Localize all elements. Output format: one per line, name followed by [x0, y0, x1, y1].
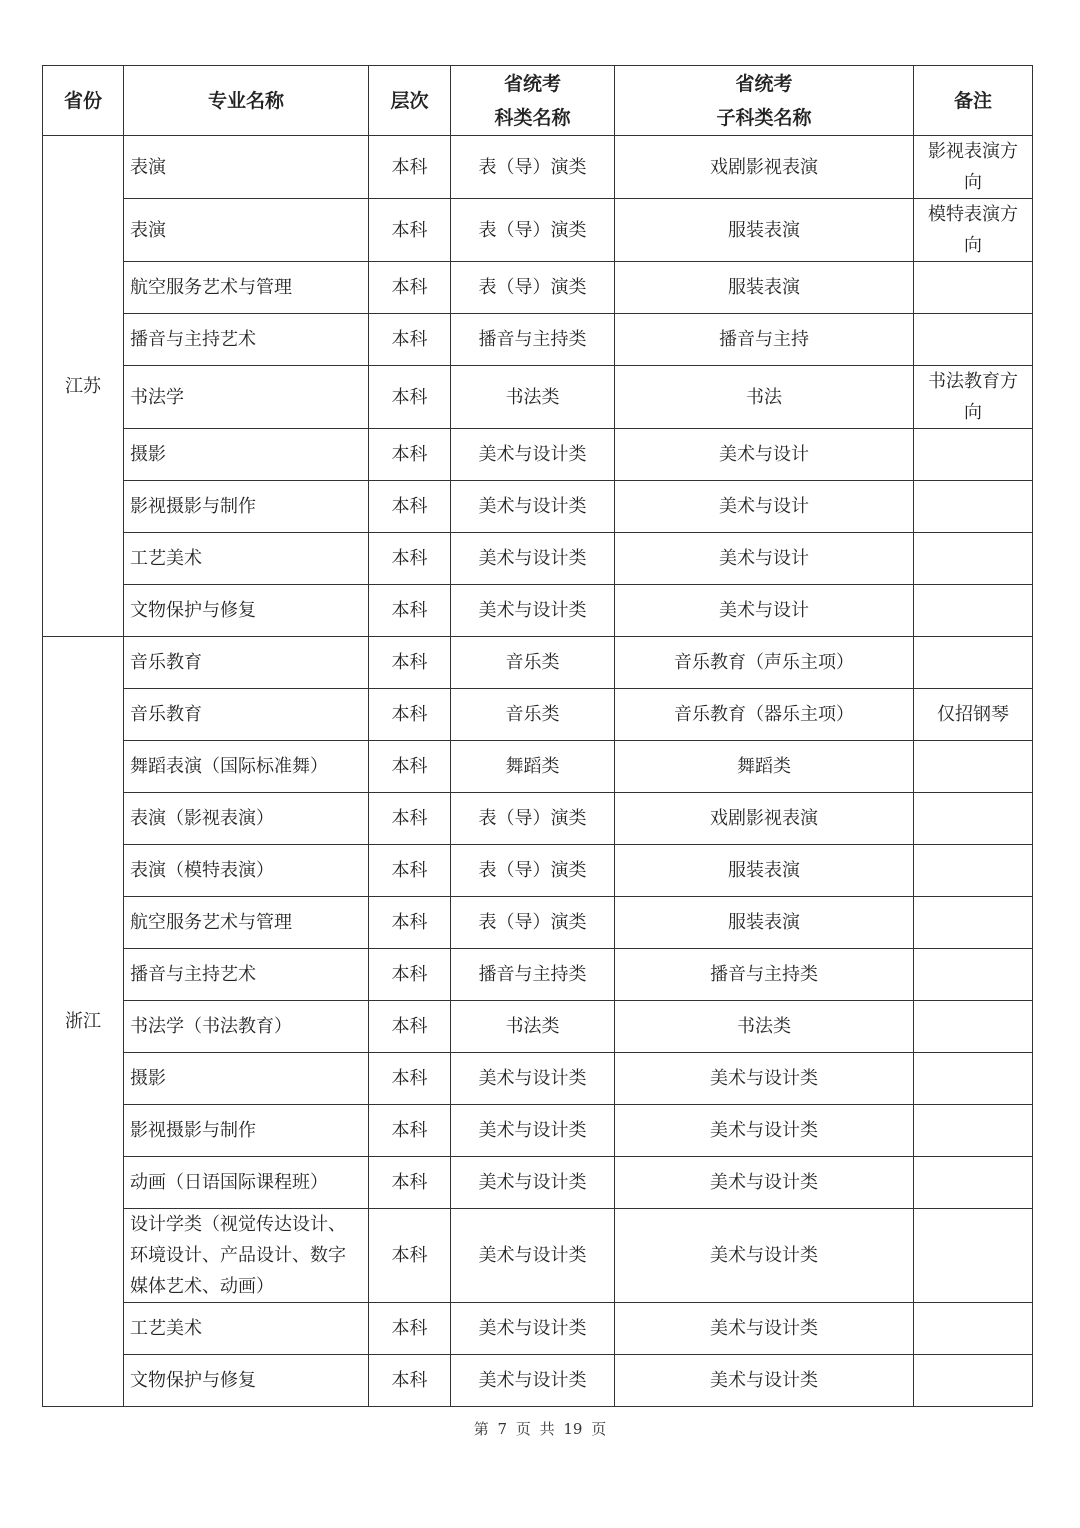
table-row — [43, 429, 1033, 481]
admissions-table — [42, 65, 1033, 1407]
note-cell — [914, 1355, 1033, 1407]
major-cell: 摄影 — [124, 429, 369, 481]
note-cell — [914, 741, 1033, 793]
table-row — [43, 481, 1033, 533]
level-cell: 本科 — [369, 1001, 451, 1053]
subcategory-cell: 美术与设计类 — [615, 1303, 914, 1355]
category-cell: 表（导）演类 — [451, 199, 615, 262]
table-row — [43, 136, 1033, 199]
level-cell: 本科 — [369, 1105, 451, 1157]
major-cell: 书法学 — [124, 366, 369, 429]
province-cell: 江苏 — [43, 136, 124, 637]
subcategory-cell: 美术与设计类 — [615, 1157, 914, 1209]
note-cell — [914, 429, 1033, 481]
note-cell — [914, 1157, 1033, 1209]
table-row — [43, 793, 1033, 845]
level-cell: 本科 — [369, 481, 451, 533]
level-cell: 本科 — [369, 1209, 451, 1303]
major-cell: 文物保护与修复 — [124, 1355, 369, 1407]
table-body — [43, 136, 1033, 1407]
table-row — [43, 1157, 1033, 1209]
table-row — [43, 741, 1033, 793]
subcategory-cell: 播音与主持 — [615, 314, 914, 366]
note-cell: 影视表演方向 — [914, 136, 1033, 199]
level-cell: 本科 — [369, 793, 451, 845]
major-cell: 航空服务艺术与管理 — [124, 262, 369, 314]
level-cell: 本科 — [369, 1157, 451, 1209]
major-cell: 播音与主持艺术 — [124, 314, 369, 366]
level-cell: 本科 — [369, 1053, 451, 1105]
level-cell: 本科 — [369, 1355, 451, 1407]
note-cell — [914, 1001, 1033, 1053]
header-province: 省份 — [43, 66, 124, 136]
category-cell: 播音与主持类 — [451, 949, 615, 1001]
note-cell: 书法教育方向 — [914, 366, 1033, 429]
table-row — [43, 1355, 1033, 1407]
note-cell — [914, 1053, 1033, 1105]
level-cell: 本科 — [369, 845, 451, 897]
major-cell: 表演（影视表演） — [124, 793, 369, 845]
table-row — [43, 314, 1033, 366]
header-level: 层次 — [369, 66, 451, 136]
subcategory-cell: 美术与设计类 — [615, 1209, 914, 1303]
category-cell: 表（导）演类 — [451, 262, 615, 314]
subcategory-cell: 美术与设计 — [615, 533, 914, 585]
major-cell: 设计学类（视觉传达设计、环境设计、产品设计、数字媒体艺术、动画） — [124, 1209, 369, 1303]
major-cell: 舞蹈表演（国际标准舞） — [124, 741, 369, 793]
level-cell: 本科 — [369, 136, 451, 199]
category-cell: 美术与设计类 — [451, 1209, 615, 1303]
level-cell: 本科 — [369, 689, 451, 741]
major-cell: 动画（日语国际课程班） — [124, 1157, 369, 1209]
major-cell: 音乐教育 — [124, 689, 369, 741]
level-cell: 本科 — [369, 262, 451, 314]
note-cell — [914, 585, 1033, 637]
subcategory-cell: 美术与设计 — [615, 585, 914, 637]
major-cell: 表演 — [124, 199, 369, 262]
note-cell — [914, 637, 1033, 689]
subcategory-cell: 服装表演 — [615, 199, 914, 262]
category-cell: 美术与设计类 — [451, 1105, 615, 1157]
header-note: 备注 — [914, 66, 1033, 136]
note-cell — [914, 949, 1033, 1001]
table-row — [43, 1105, 1033, 1157]
category-cell: 书法类 — [451, 1001, 615, 1053]
subcategory-cell: 美术与设计类 — [615, 1053, 914, 1105]
major-cell: 航空服务艺术与管理 — [124, 897, 369, 949]
province-cell: 浙江 — [43, 637, 124, 1407]
category-cell: 舞蹈类 — [451, 741, 615, 793]
table-row — [43, 1209, 1033, 1303]
table-row — [43, 845, 1033, 897]
note-cell — [914, 533, 1033, 585]
category-cell: 音乐类 — [451, 637, 615, 689]
table-row — [43, 199, 1033, 262]
level-cell: 本科 — [369, 1303, 451, 1355]
major-cell: 工艺美术 — [124, 533, 369, 585]
table-row — [43, 1053, 1033, 1105]
note-cell: 模特表演方向 — [914, 199, 1033, 262]
level-cell: 本科 — [369, 897, 451, 949]
level-cell: 本科 — [369, 533, 451, 585]
note-cell — [914, 481, 1033, 533]
table-row — [43, 1001, 1033, 1053]
table-row — [43, 637, 1033, 689]
category-cell: 播音与主持类 — [451, 314, 615, 366]
category-cell: 表（导）演类 — [451, 845, 615, 897]
subcategory-cell: 美术与设计类 — [615, 1105, 914, 1157]
subcategory-cell: 戏剧影视表演 — [615, 793, 914, 845]
note-cell: 仅招钢琴 — [914, 689, 1033, 741]
subcategory-cell: 服装表演 — [615, 262, 914, 314]
level-cell: 本科 — [369, 314, 451, 366]
major-cell: 影视摄影与制作 — [124, 481, 369, 533]
table-row — [43, 689, 1033, 741]
major-cell: 工艺美术 — [124, 1303, 369, 1355]
level-cell: 本科 — [369, 366, 451, 429]
subcategory-cell: 播音与主持类 — [615, 949, 914, 1001]
level-cell: 本科 — [369, 741, 451, 793]
major-cell: 表演 — [124, 136, 369, 199]
category-cell: 美术与设计类 — [451, 1355, 615, 1407]
subcategory-cell: 美术与设计 — [615, 481, 914, 533]
major-cell: 摄影 — [124, 1053, 369, 1105]
header-subcategory: 省统考 子科类名称 — [615, 66, 914, 136]
level-cell: 本科 — [369, 637, 451, 689]
category-cell: 美术与设计类 — [451, 1303, 615, 1355]
major-cell: 书法学（书法教育） — [124, 1001, 369, 1053]
subcategory-cell: 美术与设计 — [615, 429, 914, 481]
major-cell: 文物保护与修复 — [124, 585, 369, 637]
level-cell: 本科 — [369, 199, 451, 262]
major-cell: 影视摄影与制作 — [124, 1105, 369, 1157]
subcategory-cell: 书法 — [615, 366, 914, 429]
header-major: 专业名称 — [124, 66, 369, 136]
major-cell: 音乐教育 — [124, 637, 369, 689]
subcategory-cell: 音乐教育（器乐主项） — [615, 689, 914, 741]
category-cell: 美术与设计类 — [451, 533, 615, 585]
subcategory-cell: 舞蹈类 — [615, 741, 914, 793]
subcategory-cell: 美术与设计类 — [615, 1355, 914, 1407]
note-cell — [914, 897, 1033, 949]
category-cell: 美术与设计类 — [451, 1157, 615, 1209]
table-header-row — [43, 66, 1033, 136]
page-footer: 第 7 页 共 19 页 — [473, 1420, 607, 1438]
subcategory-cell: 服装表演 — [615, 897, 914, 949]
table-row — [43, 262, 1033, 314]
note-cell — [914, 262, 1033, 314]
level-cell: 本科 — [369, 949, 451, 1001]
subcategory-cell: 书法类 — [615, 1001, 914, 1053]
note-cell — [914, 1105, 1033, 1157]
category-cell: 书法类 — [451, 366, 615, 429]
category-cell: 表（导）演类 — [451, 136, 615, 199]
major-cell: 播音与主持艺术 — [124, 949, 369, 1001]
note-cell — [914, 314, 1033, 366]
table-row — [43, 897, 1033, 949]
table-row — [43, 1303, 1033, 1355]
level-cell: 本科 — [369, 585, 451, 637]
table-row — [43, 585, 1033, 637]
category-cell: 美术与设计类 — [451, 1053, 615, 1105]
header-category: 省统考 科类名称 — [451, 66, 615, 136]
category-cell: 美术与设计类 — [451, 481, 615, 533]
table-row — [43, 949, 1033, 1001]
category-cell: 美术与设计类 — [451, 585, 615, 637]
note-cell — [914, 845, 1033, 897]
note-cell — [914, 1303, 1033, 1355]
subcategory-cell: 音乐教育（声乐主项） — [615, 637, 914, 689]
category-cell: 美术与设计类 — [451, 429, 615, 481]
subcategory-cell: 服装表演 — [615, 845, 914, 897]
table-row — [43, 533, 1033, 585]
note-cell — [914, 793, 1033, 845]
subcategory-cell: 戏剧影视表演 — [615, 136, 914, 199]
note-cell — [914, 1209, 1033, 1303]
category-cell: 表（导）演类 — [451, 793, 615, 845]
table-row — [43, 366, 1033, 429]
level-cell: 本科 — [369, 429, 451, 481]
category-cell: 表（导）演类 — [451, 897, 615, 949]
category-cell: 音乐类 — [451, 689, 615, 741]
major-cell: 表演（模特表演） — [124, 845, 369, 897]
